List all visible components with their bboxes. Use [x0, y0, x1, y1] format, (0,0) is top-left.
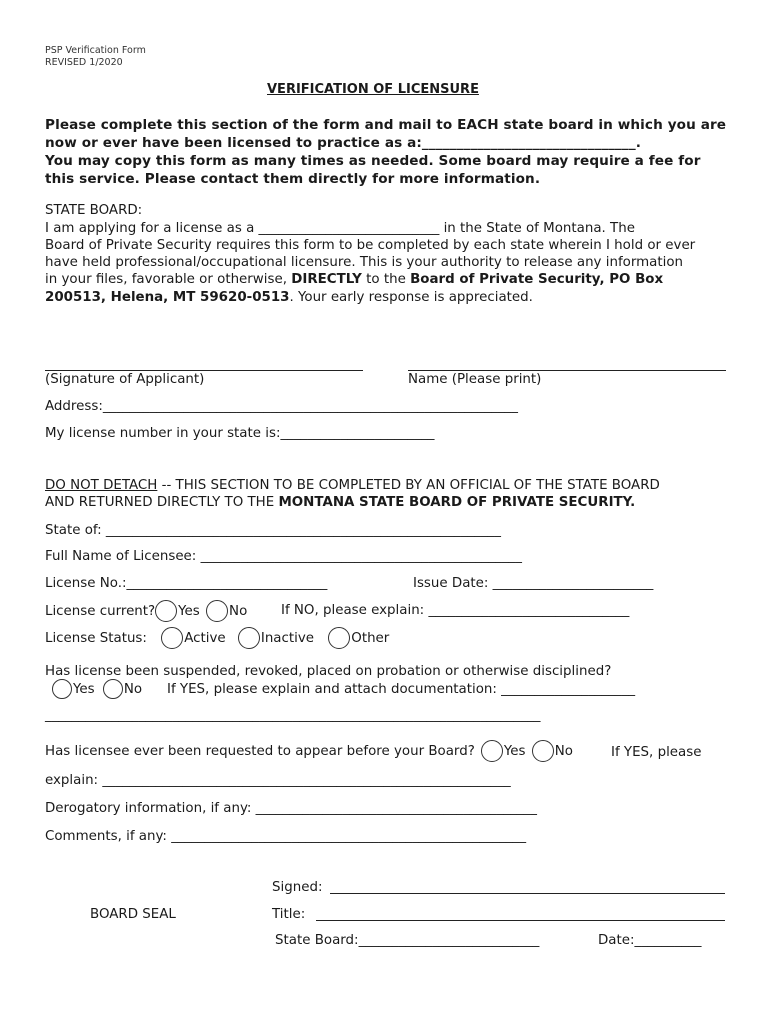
- address-field[interactable]: Address:______________________________________________________________: [45, 399, 518, 414]
- if-yes-please-label: If YES, please: [611, 745, 702, 760]
- official-heading-1: DO NOT DETACH -- THIS SECTION TO BE COMPLETED BY AN OFFICIAL OF THE STATE BOARD: [45, 478, 660, 493]
- active-label: Active: [184, 631, 226, 646]
- no-label: No: [123, 682, 143, 697]
- other-label: Other: [351, 631, 390, 646]
- title-label: Title:: [272, 907, 306, 922]
- appear-yes-radio[interactable]: [481, 740, 503, 762]
- full-name-field[interactable]: Full Name of Licensee: ________________________________________________: [45, 549, 522, 564]
- official-heading-2: AND RETURNED DIRECTLY TO THE MONTANA STATE BOARD OF PRIVATE SECURITY.: [45, 495, 636, 510]
- signed-line[interactable]: [330, 893, 725, 894]
- form-name: PSP Verification Form: [45, 45, 146, 56]
- revised-date: REVISED 1/2020: [45, 57, 123, 68]
- no-label: No: [554, 744, 573, 759]
- title-line[interactable]: [316, 920, 725, 921]
- state-board-field[interactable]: State Board:___________________________: [275, 933, 540, 948]
- status-other-radio[interactable]: [328, 627, 350, 649]
- suspended-row: [52, 679, 142, 699]
- derogatory-field[interactable]: Derogatory information, if any: __________________________________________: [45, 801, 537, 816]
- signed-label: Signed:: [272, 880, 323, 895]
- license-status-row: [45, 627, 389, 649]
- state-board-line-2: Board of Private Security requires this form to be completed by each state wherein I hold or ever: [45, 238, 696, 253]
- suspended-question: Has license been suspended, revoked, placed on probation or otherwise disciplined?: [45, 664, 612, 679]
- issue-date-field[interactable]: Issue Date: ________________________: [413, 576, 654, 591]
- suspended-yes-radio[interactable]: [52, 679, 72, 699]
- if-yes-documentation-field[interactable]: If YES, please explain and attach documentation: ____________________: [167, 682, 636, 697]
- name-label: Name (Please print): [408, 372, 542, 387]
- state-board-line-1: I am applying for a license as a ___________________________ in the State of Montana. The: [45, 221, 635, 236]
- yes-label: Yes: [503, 744, 526, 759]
- state-board-label: STATE BOARD:: [45, 203, 143, 218]
- comments-field[interactable]: Comments, if any: _____________________________________________________: [45, 829, 527, 844]
- date-field[interactable]: Date:__________: [598, 933, 702, 948]
- if-no-explain-field[interactable]: If NO, please explain: ______________________________: [281, 603, 630, 618]
- yes-label: Yes: [73, 682, 95, 697]
- state-of-field[interactable]: State of: ___________________________________________________________: [45, 523, 501, 538]
- appear-question: Has licensee ever been requested to appear before your Board?: [45, 744, 475, 759]
- suspended-no-radio[interactable]: [103, 679, 123, 699]
- explain-field[interactable]: explain: _____________________________________________________________: [45, 773, 511, 788]
- license-number-field[interactable]: My license number in your state is:_______________________: [45, 426, 435, 441]
- intro-line-4: this service. Please contact them directly for more information.: [45, 171, 541, 187]
- license-status-label: License Status:: [45, 631, 147, 646]
- page-title: VERIFICATION OF LICENSURE: [267, 82, 479, 97]
- intro-line-3: You may copy this form as many times as needed. Some board may require a fee for: [45, 153, 701, 169]
- license-current-yes-radio[interactable]: [155, 600, 177, 622]
- license-current-no-radio[interactable]: [206, 600, 228, 622]
- intro-line-2: now or ever have been licensed to practice as a:_______________________________.: [45, 135, 641, 151]
- state-board-line-4: in your files, favorable or otherwise, DIRECTLY to the Board of Private Security, PO Box: [45, 272, 664, 287]
- appear-no-radio[interactable]: [532, 740, 554, 762]
- license-current-row: [45, 600, 247, 622]
- appear-row: [45, 740, 573, 762]
- state-board-line-5: 200513, Helena, MT 59620-0513. Your early response is appreciated.: [45, 290, 533, 305]
- state-board-line-3: have held professional/occupational licensure. This is your authority to release any information: [45, 255, 684, 270]
- no-label: No: [229, 604, 248, 619]
- status-active-radio[interactable]: [161, 627, 183, 649]
- license-no-field[interactable]: License No.:______________________________: [45, 576, 328, 591]
- yes-label: Yes: [178, 604, 200, 619]
- status-inactive-radio[interactable]: [238, 627, 260, 649]
- license-current-label: License current?: [45, 604, 156, 619]
- intro-line-1: Please complete this section of the form and mail to EACH state board in which you are: [45, 117, 727, 133]
- board-seal-label: BOARD SEAL: [90, 907, 176, 922]
- inactive-label: Inactive: [260, 631, 315, 646]
- signature-label: (Signature of Applicant): [45, 372, 205, 387]
- explanation-line[interactable]: __________________________________________________________________________: [45, 708, 541, 723]
